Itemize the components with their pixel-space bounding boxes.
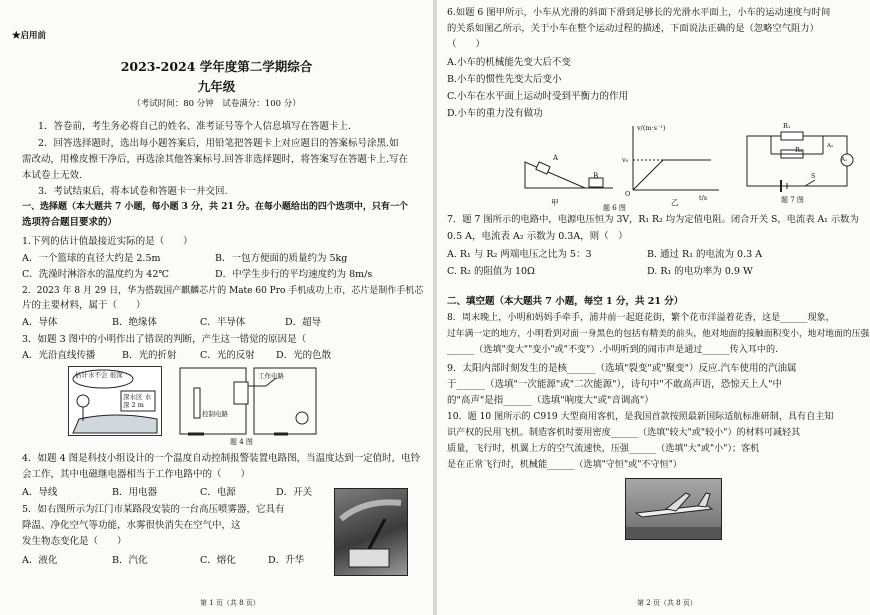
- question-6-stem: 的关系如图乙所示，关于小车在整个运动过程的描述，下面说法正确的是（忽略空气阻力）: [447, 23, 819, 34]
- question-7-stem: 0.5 A，电流表 A₂ 示数为 0.3A，则（ ）: [447, 231, 628, 242]
- question-5-stem: 5．如右图所示为江门市某路段安装的一台高压喷雾器，它具有: [22, 504, 285, 515]
- question-6-stem: （ ）: [447, 39, 486, 50]
- work-circuit-label: 工作电路: [258, 372, 284, 380]
- v0-label: v₀: [622, 156, 629, 164]
- a1-label: A₁: [841, 157, 848, 163]
- page-footer: 第 1 页（共 8 页）: [200, 599, 260, 607]
- question-10-line: 是在正常飞行时，机械能______（选填"守恒"或"不守恒"）: [447, 460, 682, 470]
- option: C．熔化: [200, 555, 236, 566]
- option: C．电源: [200, 487, 236, 498]
- option: B．用电器: [112, 487, 157, 498]
- figure-yi-label: 乙: [671, 198, 679, 207]
- option: A．光沿直线传播: [22, 350, 96, 361]
- option: C．光的反射: [200, 350, 255, 361]
- r2-label: R₂: [795, 146, 803, 154]
- option: B．光的折射: [122, 350, 177, 361]
- option: D．中学生步行的平均速度约为 8m/s: [215, 269, 373, 280]
- note-line: 本试卷上无效.: [22, 170, 83, 181]
- question-1-stem: 1.下列的估计值最接近实际的是（ ）: [22, 236, 193, 247]
- question-3-stem: 3．如题 3 图中的小明作出了错误的判断，产生这一错觉的原因是（: [22, 334, 307, 345]
- option: D．开关: [276, 487, 313, 498]
- question-10-line: 质量，飞行时，机翼上方的空气流速快，压强______（选填"大"或"小"）；客机: [447, 444, 760, 454]
- question-4-stem: 4．如题 4 图是科技小组设计的一个温度自动控制报警装置电路图，当温度达到一定值时，电铃: [22, 453, 421, 464]
- figure-7-caption: 题 7 图: [781, 196, 804, 204]
- exam-page-right: [437, 0, 870, 615]
- question-9-line: 于______（选填"一次能源"或"二次能源"），诗句中"不敢高声语，恐惊天上人"中: [447, 379, 782, 390]
- figure-6-caption: 题 6 图: [603, 204, 626, 212]
- option: B．一包方便面的质量约为 5kg: [215, 253, 348, 264]
- option: A．导体: [22, 317, 58, 328]
- question-10-line: 10．题 10 图所示的 C919 大型商用客机，是我国首款按照最新国际适航标准研制，具有自主知: [447, 412, 834, 422]
- option: D.小车的重力没有做功: [447, 108, 543, 119]
- figure-4-caption: 题 4 图: [230, 438, 253, 446]
- option: C．半导体: [200, 317, 246, 328]
- exam-page-left: [0, 0, 433, 615]
- control-circuit-label: 控制电路: [202, 410, 228, 418]
- option: C．洗澡时淋浴水的温度约为 42℃: [22, 269, 170, 280]
- option: B．汽化: [112, 555, 148, 566]
- section-heading: 二、填空题（本大题共 7 小题，每空 1 分，共 21 分）: [447, 296, 684, 307]
- option: B.小车的惯性先变大后变小: [447, 74, 562, 85]
- relay-circuit-figure: [174, 362, 324, 448]
- note-line: 2．回答选择题时，选出每小题答案后，用铅笔把答题卡上对应题目的答案标号涂黑.如: [38, 138, 399, 149]
- question-10-line: 识产权的民用飞机。制造客机时要用密度______（选填"较大"或"较小"）的材料可减轻其: [447, 428, 801, 438]
- option: A．导线: [22, 487, 58, 498]
- r1-label: R₁: [783, 122, 791, 130]
- option: B. 通过 R₁ 的电流为 0.3 A: [647, 249, 763, 260]
- option: C. R₂ 的阻值为 10Ω: [447, 266, 535, 277]
- question-8-line: 过年满一定的地方，小明看到对面一身黑色的包括有精美的前头，他对地面的接触面积变小，地对地面的压强: [447, 329, 870, 339]
- velocity-axis-label: v/(m·s⁻¹): [637, 124, 666, 132]
- airplane-photo: [625, 478, 722, 540]
- resistor-circuit-figure: [741, 122, 861, 206]
- thought-bubble-text: 估计水不会 很深: [75, 371, 123, 379]
- origin-label: O: [625, 190, 631, 198]
- question-7-stem: 7．题 7 图所示的电路中，电源电压恒为 3V，R₁ R₂ 均为定值电阻。闭合开关 S，电流表 A₁ 示数为: [447, 214, 859, 225]
- airplane-drawing: [626, 479, 721, 539]
- question-8-line: ______（选填"变大""变小"或"不变"）.小明听到的闹市声是通过______传入耳中的.: [447, 345, 778, 355]
- option: D. R₁ 的电功率为 0.9 W: [647, 266, 753, 277]
- question-5-stem: 发生物态变化是（ ）: [22, 536, 127, 547]
- spray-machine-photo: [334, 488, 408, 576]
- time-axis-label: t/s: [699, 194, 708, 202]
- question-2-stem: 2．2023 年 8 月 29 日，华为搭载国产麒麟芯片的 Mate 60 Pro 手机成功上市，芯片是制作手机芯: [22, 286, 424, 296]
- section-heading: 选项符合题目要求的）: [22, 217, 118, 228]
- option: C.小车在水平面上运动时受到平衡力的作用: [447, 91, 628, 102]
- question-8-line: 8．周末晚上，小明和妈妈手牵手，浦井前一起逛花街，繁个花市洋溢着花香，这是______现象，: [447, 313, 835, 323]
- question-9-line: 的"高声"是指______（选填"响度大"或"音调高"）: [447, 395, 654, 406]
- note-line: 需改动，用橡皮擦干净后，再选涂其他答案标号.回答非选择题时，将答案写在答题卡上.写在: [22, 154, 409, 165]
- note-line: 1．答卷前，考生务必将自己的姓名、准考证号等个人信息填写在答题卡上.: [38, 121, 352, 132]
- spray-machine-drawing: [335, 489, 407, 575]
- question-2-stem: 片的主要材料，属于（ ）: [22, 300, 146, 311]
- exam-grade: 九年级: [197, 79, 236, 94]
- option: D．超导: [285, 317, 322, 328]
- exam-title: 2023-2024 学年度第二学期综合: [120, 59, 313, 74]
- a2-label: A₂: [827, 143, 834, 149]
- switch-label: S: [811, 172, 816, 180]
- option: D．光的色散: [276, 350, 332, 361]
- confidential-badge: ★启用前: [12, 31, 47, 41]
- question-6-stem: 6.如题 6 图甲所示，小车从光滑的斜面下滑到足够长的光滑水平面上，小车的运动速度与时间: [447, 7, 831, 18]
- incline-graph-figure: [523, 122, 723, 214]
- option: A.小车的机械能先变大后不变: [447, 57, 571, 68]
- option: A．一个篮球的直径大约是 2.5m: [22, 253, 161, 264]
- figure-jia-label: 甲: [551, 198, 559, 207]
- option: A. R₁ 与 R₂ 两端电压之比为 5：3: [447, 249, 592, 260]
- depth-sign-text: 深水区 水深 2 m: [123, 393, 152, 409]
- page-footer: 第 2 页（共 8 页）: [637, 599, 697, 607]
- question-4-stem: 会工作，其中电磁继电器相当于工作电路中的（ ）: [22, 469, 251, 480]
- pool-figure: [68, 366, 162, 436]
- question-9-line: 9．太阳内部时刻发生的是核______（选填"裂变"或"聚变"）反应.汽车使用的汽油属: [447, 363, 797, 374]
- option: B．绝缘体: [112, 317, 157, 328]
- point-b-label: B: [593, 172, 599, 180]
- point-a-label: A: [553, 154, 559, 162]
- question-5-stem: 降温、净化空气等功能，水雾很快消失在空气中，这: [22, 520, 241, 531]
- note-line: 3．考试结束后，将本试卷和答题卡一并交回.: [38, 186, 228, 197]
- exam-info: （考试时间：80 分钟 试卷满分：100 分）: [132, 99, 301, 109]
- section-heading: 一、选择题（本大题共 7 小题，每小题 3 分，共 21 分。在每小题给出的四个选项中，只有一个: [22, 202, 408, 212]
- option: A．液化: [22, 555, 58, 566]
- option: D．升华: [268, 555, 305, 566]
